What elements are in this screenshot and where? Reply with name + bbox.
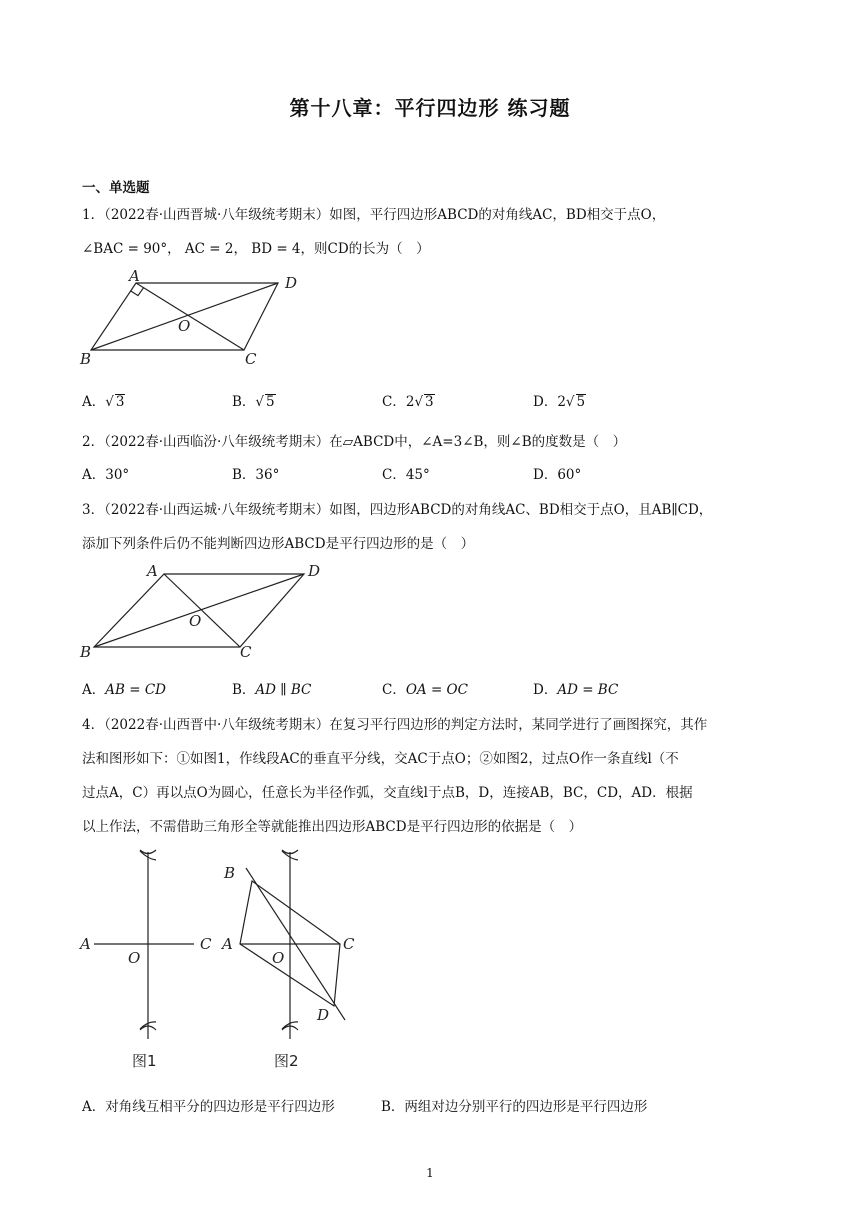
q2-option-d[interactable]: D．60° xyxy=(533,467,582,483)
q2-text: 2．（2022春·山西临汾·八年级统考期末）在▱ABCD中，∠A=3∠B，则∠B的度数是（ ） xyxy=(82,434,627,450)
page-number: 1 xyxy=(426,1166,434,1180)
q2-option-a[interactable]: A．30° xyxy=(82,467,130,483)
fig1-label-a: A xyxy=(80,935,91,953)
fig2-label-d: D xyxy=(317,1006,330,1024)
q3-option-b[interactable]: B．AD ∥ BC xyxy=(232,682,312,698)
q4-text-line1: 4．（2022春·山西晋中·八年级统考期末）在复习平行四边形的判定方法时，某同学进行了画图探究，其作 xyxy=(82,717,708,733)
q3-label-c: C xyxy=(240,643,252,661)
fig2-label-a: A xyxy=(222,935,233,953)
q3-label-d: D xyxy=(308,562,321,580)
q3-option-a[interactable]: A．AB = CD xyxy=(82,682,166,698)
q1-label-b: B xyxy=(80,350,92,368)
q3-option-c[interactable]: C．OA = OC xyxy=(382,682,468,698)
fig2-caption: 图2 xyxy=(274,1052,299,1070)
q1-option-d[interactable]: D．2√ 5 xyxy=(533,394,586,410)
q3-figure xyxy=(76,556,336,662)
q3-text-line1: 3．（2022春·山西运城·八年级统考期末）如图，四边形ABCD的对角线AC、BD相交于点O，且AB∥CD， xyxy=(82,502,713,518)
q3-option-d[interactable]: D．AD = BC xyxy=(533,682,619,698)
q4-text-line3: 过点A，C）再以点O为圆心，任意长为半径作弧，交直线l于点B，D，连接AB，BC，CD，AD．根据 xyxy=(82,785,693,801)
q2-option-b[interactable]: B．36° xyxy=(232,467,280,483)
q3-text-line2: 添加下列条件后仍不能判断四边形ABCD是平行四边形的是（ ） xyxy=(82,536,475,552)
q4-text-line4: 以上作法，不需借助三角形全等就能推出四边形ABCD是平行四边形的依据是（ ） xyxy=(82,819,583,835)
q1-text-line1: 1．（2022春·山西晋城·八年级统考期末）如图，平行四边形ABCD的对角线AC，BD相交于点O， xyxy=(82,207,666,223)
q3-diagonal-ac xyxy=(164,574,240,647)
q1-option-c[interactable]: C．2√ 3 xyxy=(382,394,434,410)
q4-option-b[interactable]: B．两组对边分别平行的四边形是平行四边形 xyxy=(381,1099,648,1115)
fig2-label-o: O xyxy=(272,949,285,967)
q1-figure xyxy=(78,268,318,368)
q1-option-a[interactable]: A．√ 3 xyxy=(82,394,125,410)
q4-option-a[interactable]: A．对角线互相平分的四边形是平行四边形 xyxy=(82,1099,335,1115)
fig2-label-c: C xyxy=(343,935,355,953)
q1-option-b[interactable]: B．√ 5 xyxy=(232,394,275,410)
q4-figure-2 xyxy=(216,846,376,1076)
fig1-caption: 图1 xyxy=(132,1052,157,1070)
q1-label-a: A xyxy=(129,268,140,285)
q3-label-a: A xyxy=(147,562,158,580)
q3-label-b: B xyxy=(80,643,92,661)
q3-label-o: O xyxy=(189,612,202,630)
q1-label-o: O xyxy=(178,317,191,335)
fig1-label-c: C xyxy=(200,935,212,953)
q1-label-d: D xyxy=(285,274,298,292)
section-heading: 一、单选题 xyxy=(82,180,150,196)
page-title: 第十八章：平行四边形 练习题 xyxy=(289,96,571,120)
fig2-label-b: B xyxy=(224,864,236,882)
fig1-label-o: O xyxy=(128,949,141,967)
q4-text-line2: 法和图形如下：①如图1，作线段AC的垂直平分线，交AC于点O；②如图2，过点O作一条直线l（不 xyxy=(82,751,679,767)
q4-figure-1 xyxy=(76,846,226,1076)
q2-option-c[interactable]: C．45° xyxy=(382,467,430,483)
q1-text-line2: ∠BAC = 90°， AC = 2， BD = 4，则CD的长为（ ） xyxy=(82,241,430,257)
q1-label-c: C xyxy=(245,350,257,368)
